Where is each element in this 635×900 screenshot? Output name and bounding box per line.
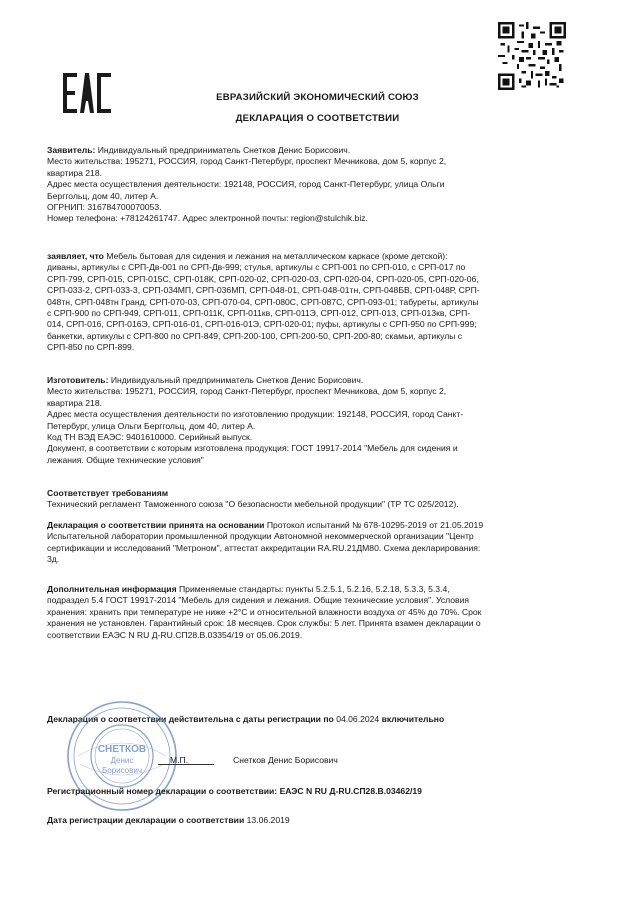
applicant-detail: Адрес места осуществления деятельности: 192148, РОССИЯ, город Санкт-Петербург, улица Ольги [47, 179, 445, 190]
validity-suffix: включительно [381, 714, 445, 724]
declares-section [47, 251, 583, 354]
basis-line [47, 520, 583, 531]
registration-number: ЕАЭС N RU Д-RU.СП28.В.03462/19 [279, 786, 422, 796]
stamp-patronymic: Борисович [101, 766, 143, 775]
applicant-detail: квартира 218. [47, 167, 103, 178]
product-line: диваны, артикулы с СРП-Дв-001 по СРП-Дв-999; стулья, артикулы с СРП-001 по СРП-010, с СРП-017 по [47, 262, 466, 273]
manufacturer-detail: лежания. Общие технические условия" [47, 454, 204, 465]
requirements-label: Соответствует требованиям [47, 488, 169, 498]
basis-detail: 3д. [47, 554, 60, 565]
declares-first: Мебель бытовая для сидения и лежания на металлическом каркасе (кроме детской): [106, 251, 448, 261]
document-title: ДЕКЛАРАЦИЯ О СООТВЕТСТВИИ [235, 113, 400, 124]
product-line: СРП-799, СРП-015, СРП-015С, СРП-018К, СРП-020-02, СРП-020-03, СРП-020-04, СРП-020-05, СРП-020-06, [47, 273, 479, 284]
product-line: с СРП-900 по СРП-949, СРП-011, СРП-011К, СРП-011кв, СРП-011Э, СРП-012, СРП-013, СРП-013кв, СРП- [47, 308, 471, 319]
union-heading: ЕВРАЗИЙСКИЙ ЭКОНОМИЧЕСКИЙ СОЮЗ [216, 92, 419, 103]
applicant-detail: Номер телефона: +78124261747. Адрес электронной почты: region@stulchik.biz. [47, 213, 368, 224]
basis-detail: сертификации и исследований "Метроном", аттестат аккредитации RA.RU.21ДМ80. Схема декларирования: [47, 542, 481, 553]
product-line: 014, СРП-016, СРП-016Э, СРП-016-01, СРП-016-01Э, СРП-020-01; пуфы, артикулы с СРП-950 по СРП-999; [47, 319, 477, 330]
manufacturer-name: Индивидуальный предприниматель Снетков Денис Борисович. [110, 375, 364, 385]
applicant-detail: Место жительства: 195271, РОССИЯ, город Санкт-Петербург, проспект Мечникова, дом 5, корпус 2, [47, 156, 447, 167]
stamp-surname: СНЕТКОВ [97, 744, 147, 755]
validity-label: Декларация о соответствии действительна с даты регистрации по [47, 714, 334, 724]
manufacturer-detail: Код ТН ВЭД ЕАЭС: 9401610000. Серийный выпуск. [47, 432, 253, 443]
registration-date-line [47, 815, 583, 826]
additional-section [47, 584, 583, 641]
requirements-section [47, 488, 583, 511]
product-line: СРП-033-2, СРП-033-3, СРП-034МП, СРП-036МП, СРП-048-01, СРП-048-01тн, СРП-048БВ, СРП-048Р, СРП- [47, 285, 480, 296]
applicant-line [47, 145, 583, 156]
basis-detail: Испытательной лаборатории промышленной продукции Автономной некоммерческой организации "Центр [47, 531, 474, 542]
additional-line [47, 584, 583, 595]
additional-detail: хранения: хранить при температуре не ниже +2°С и относительной влажности воздуха от 45% до 70%. Срок [47, 606, 482, 617]
manufacturer-detail: Документ, в соответствии с которым изготовлена продукция: ГОСТ 19917-2014 "Мебель для сидения и [47, 443, 458, 454]
stamp-first-name: Денис [110, 756, 134, 765]
registration-line [47, 786, 583, 797]
applicant-label: Заявитель: [47, 145, 96, 155]
product-line: банкетки, артикулы с СРП-800 по СРП-849, СРП-200-100, СРП-200-50, СРП-200-80; скамьи, артикулы с [47, 330, 463, 341]
applicant-section [47, 145, 583, 225]
validity-date: 04.06.2024 [336, 714, 380, 724]
registration-label: Регистрационный номер декларации о соответствии: [47, 786, 278, 796]
manufacturer-label: Изготовитель: [47, 375, 109, 385]
registration-section [47, 786, 583, 797]
additional-first: Применяемые стандарты: пункты 5.2.5.1, 5.2.16, 5.2.18, 5.3.3, 5.3.4, [179, 584, 450, 594]
registration-date: 13.06.2019 [246, 815, 290, 825]
manufacturer-detail: квартира 218. [47, 397, 103, 408]
qr-code [498, 22, 566, 90]
registration-date-section [47, 815, 583, 826]
manufacturer-detail: Петербург, улица Ольги Берггольц, дом 40, литер А. [47, 420, 256, 431]
manufacturer-section [47, 375, 583, 466]
applicant-detail: Берггольц, дом 40, литер А. [47, 190, 159, 201]
product-line: 048тн, СРП-048тн Гранд, СРП-070-03, СРП-070-04, СРП-080С, СРП-087С, СРП-093-01; табуреты, артикулы [47, 296, 479, 307]
basis-label: Декларация о соответствии принята на основании [47, 520, 265, 530]
requirements-line: Технический регламент Таможенного союза "О безопасности мебельной продукции" (ТР ТС 025/2012). [47, 499, 459, 510]
signer-name: Снетков Денис Борисович [233, 755, 338, 765]
declares-line [47, 251, 583, 262]
manufacturer-detail: Адрес места осуществления деятельности по изготовлению продукции: 192148, РОССИЯ, город Санкт- [47, 409, 464, 420]
registration-date-label: Дата регистрации декларации о соответствии [47, 815, 245, 825]
basis-first: Протокол испытаний № 678-10295-2019 от 21.05.2019 [266, 520, 484, 530]
applicant-name: Индивидуальный предприниматель Снетков Денис Борисович. [97, 145, 351, 155]
additional-detail: подраздел 5.4 ГОСТ 19917-2014 "Мебель для сидения и лежания. Общие технические условия". Условия [47, 595, 470, 606]
declares-label: заявляет, что [47, 251, 104, 261]
product-line: СРП-850 по СРП-899. [47, 342, 135, 353]
manufacturer-line [47, 375, 583, 386]
additional-detail: соответствии ЕАЭС N RU Д-RU.СП28.В.03354/19 от 05.06.2019. [47, 629, 303, 640]
applicant-detail: ОГРНИП: 316784700070053. [47, 202, 162, 213]
additional-label: Дополнительная информация [47, 584, 177, 594]
manufacturer-detail: Место жительства: 195271, РОССИЯ, город Санкт-Петербург, проспект Мечникова, дом 5, корпус 2, [47, 386, 447, 397]
additional-detail: хранения не установлен. Гарантийный срок: 18 месяцев. Срок службы: 5 лет. Принята взамен декларации о [47, 618, 481, 629]
mp-label: М.П. [170, 755, 189, 765]
basis-section [47, 520, 583, 566]
